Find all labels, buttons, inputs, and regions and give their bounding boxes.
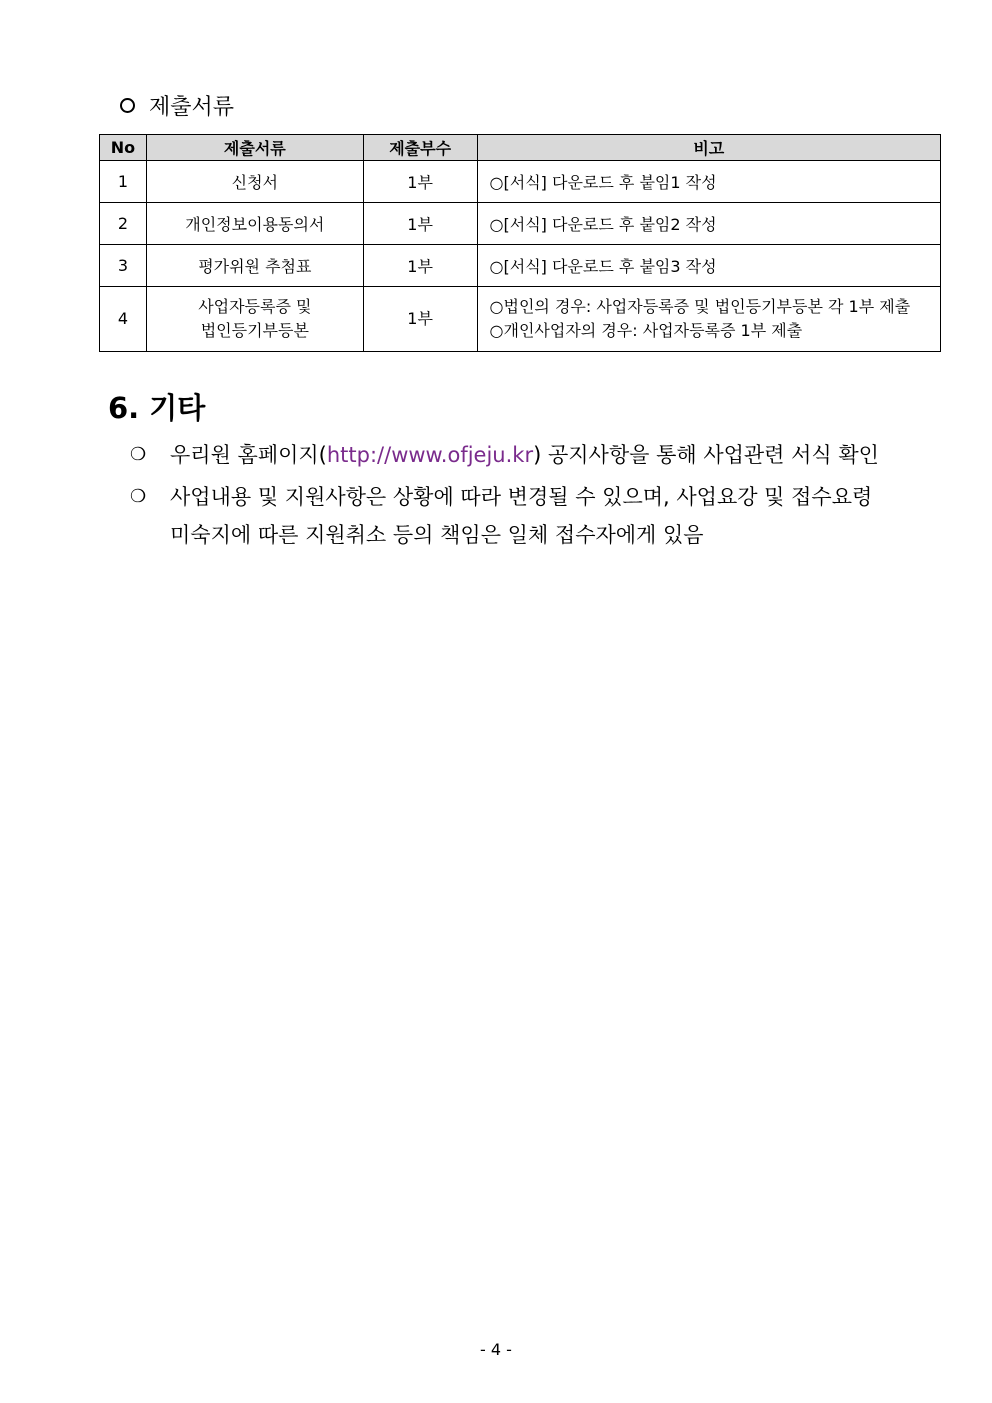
- cell-no: 4: [100, 287, 147, 352]
- cell-note: [477, 287, 940, 352]
- bullet-text-part: ) 공지사항을 통해 사업관련 서식 확인: [533, 443, 879, 467]
- bullet-text: [170, 436, 879, 474]
- cell-note: ○[서식] 다운로드 후 붙임3 작성: [477, 245, 940, 287]
- cell-document-line: 사업자등록증 및: [198, 297, 312, 316]
- cell-document: [146, 287, 363, 352]
- cell-document-line: 법인등기부등본: [200, 321, 309, 340]
- bullet-text-part: 우리원 홈페이지(: [170, 443, 327, 467]
- submission-heading-text: 제출서류: [149, 95, 235, 120]
- submission-table: [99, 134, 941, 352]
- cell-note: ○[서식] 다운로드 후 붙임1 작성: [477, 161, 940, 203]
- table-row: [100, 245, 941, 287]
- cell-copies: 1부: [363, 203, 477, 245]
- list-item: [130, 478, 930, 554]
- bullet-text: [170, 478, 872, 554]
- header-no: No: [100, 135, 147, 161]
- cell-copies: 1부: [363, 245, 477, 287]
- table-header-row: [100, 135, 941, 161]
- cell-no: 3: [100, 245, 147, 287]
- cell-document: 평가위원 추첨표: [146, 245, 363, 287]
- bullet-circle-icon: ❍: [130, 486, 147, 507]
- list-item: [130, 436, 930, 474]
- section-title: 6. 기타: [108, 391, 206, 425]
- etc-bullet-list: [130, 436, 930, 558]
- bullet-circle-icon: ❍: [130, 444, 147, 465]
- cell-note: ○[서식] 다운로드 후 붙임2 작성: [477, 203, 940, 245]
- bullet-text-line: 미숙지에 따른 지원취소 등의 책임은 일체 접수자에게 있음: [170, 523, 704, 547]
- cell-copies: 1부: [363, 161, 477, 203]
- header-document: 제출서류: [146, 135, 363, 161]
- homepage-link[interactable]: http://www.ofjeju.kr: [326, 443, 534, 467]
- cell-document: 신청서: [146, 161, 363, 203]
- cell-no: 2: [100, 203, 147, 245]
- table-row: [100, 203, 941, 245]
- submission-heading: [120, 90, 234, 121]
- cell-document: 개인정보이용동의서: [146, 203, 363, 245]
- table-row: [100, 161, 941, 203]
- table-row: [100, 287, 941, 352]
- cell-note-line: ○법인의 경우: 사업자등록증 및 법인등기부등본 각 1부 제출: [489, 297, 911, 316]
- cell-copies: 1부: [363, 287, 477, 352]
- page-number: - 4 -: [480, 1340, 512, 1359]
- bullet-text-line: 사업내용 및 지원사항은 상황에 따라 변경될 수 있으며, 사업요강 및 접수요령: [170, 485, 873, 509]
- cell-note-line: ○개인사업자의 경우: 사업자등록증 1부 제출: [489, 321, 803, 340]
- hollow-circle-icon: [120, 98, 135, 113]
- cell-no: 1: [100, 161, 147, 203]
- header-note: 비고: [477, 135, 940, 161]
- header-copies: 제출부수: [363, 135, 477, 161]
